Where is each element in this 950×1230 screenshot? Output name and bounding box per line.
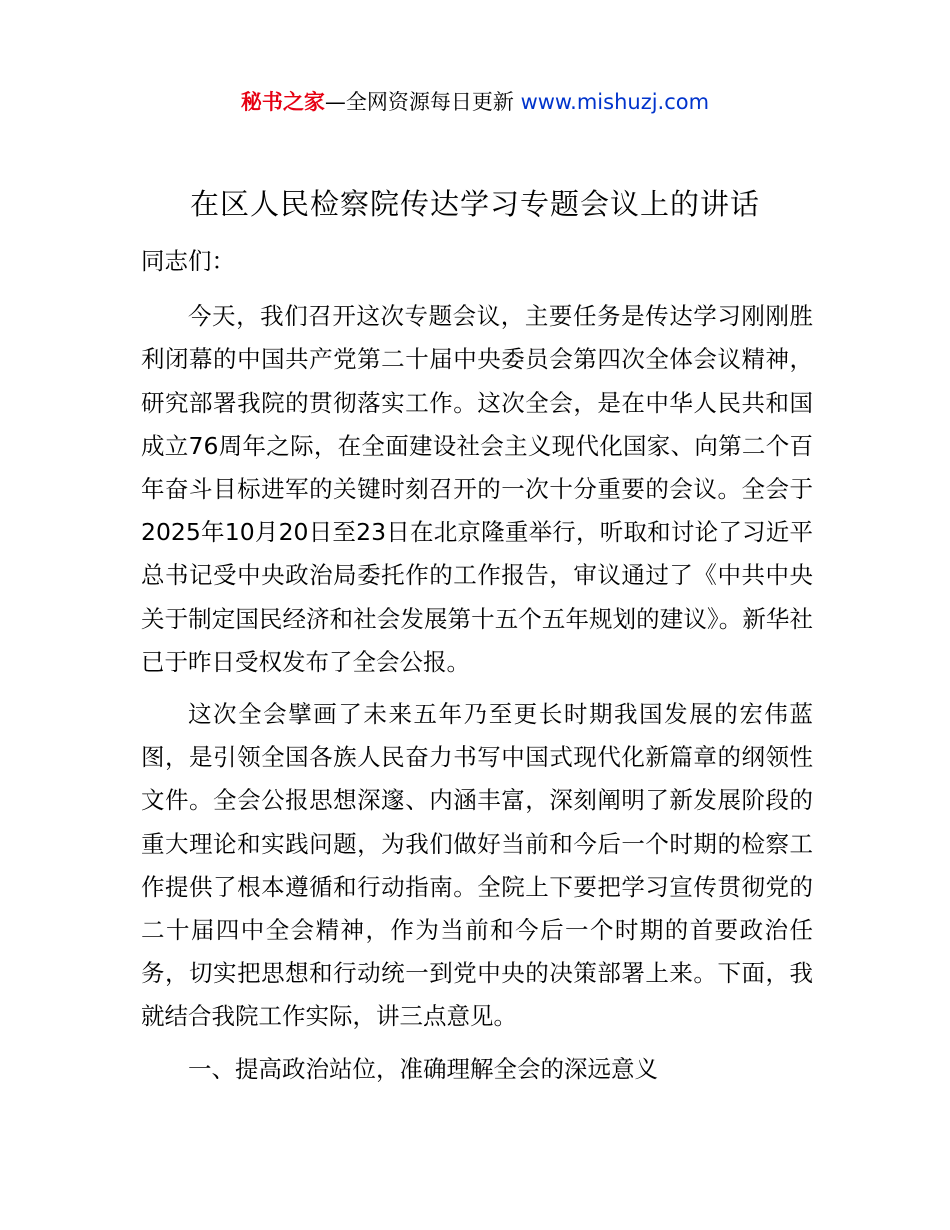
- header-tagline: —全网资源每日更新: [324, 90, 514, 114]
- paragraph-2: 这次全会擘画了未来五年乃至更长时期我国发展的宏伟蓝图，是引领全国各族人民奋力书写中国式现代化新篇章的纲领性文件。全会公报思想深邃、内涵丰富，深刻阐明了新发展阶段的重大理论和实践问题，为我们做好当前和今后一个时期的检察工作提供了根本遵循和行动指南。全院上下要把学习宣传贯彻党的二十届四中全会精神，作为当前和今后一个时期的首要政治任务，切实把思想和行动统一到党中央的决策部署上来。下面，我就结合我院工作实际，讲三点意见。: [141, 700, 813, 1031]
- salutation: 同志们：: [141, 247, 235, 275]
- brand-name: 秘书之家: [240, 90, 325, 114]
- paragraph-1: 今天，我们召开这次专题会议，主要任务是传达学习刚刚胜利闭幕的中国共产党第二十届中央委员会第四次全体会议精神，研究部署我院的贯彻落实工作。这次全会，是在中华人民共和国成立76周年之际，在全面建设社会主义现代化国家、向第二个百年奋斗目标进军的关键时刻召开的一次十分重要的会议。全会于2025年10月20日至23日在北京隆重举行，听取和讨论了习近平总书记受中央政治局委托作的工作报告，审议通过了《中共中央关于制定国民经济和社会发展第十五个五年规划的建议》。新华社已于昨日受权发布了全会公报。: [141, 302, 813, 676]
- document-body: [141, 240, 813, 1100]
- page-header: [0, 86, 950, 118]
- site-url-link[interactable]: www.mishuzj.com: [520, 90, 710, 114]
- document-title: 在区人民检察院传达学习专题会议上的讲话: [189, 187, 760, 221]
- section-heading-1: 一、提高政治站位，准确理解全会的深远意义: [188, 1054, 658, 1083]
